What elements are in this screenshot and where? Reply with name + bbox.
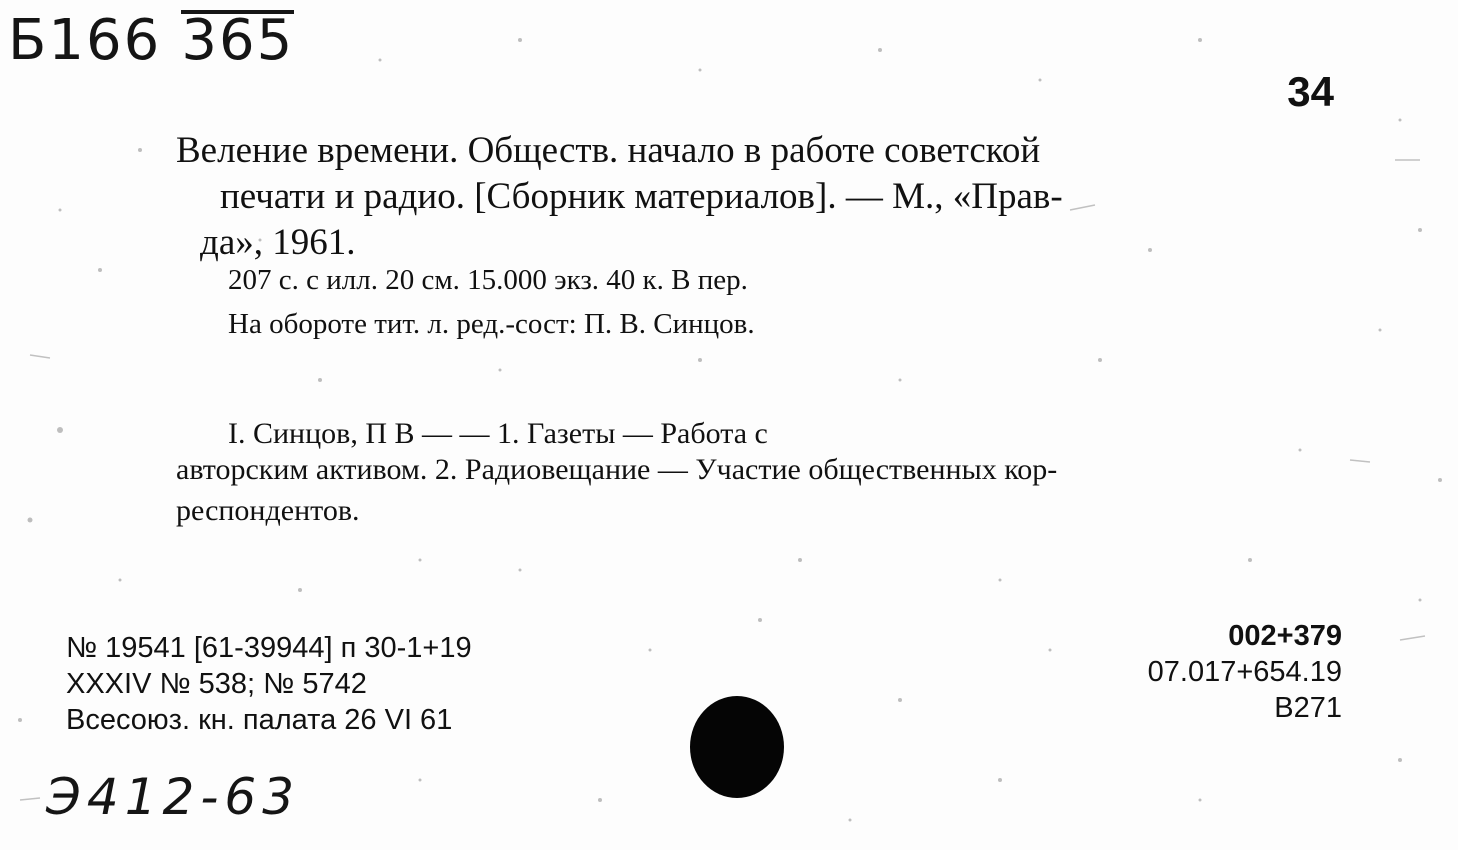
title-line-2: печати и радио. [Сборник материалов]. — М., «Прав- <box>220 176 1063 217</box>
shelfmark-code: Б166 <box>8 8 162 73</box>
punch-hole <box>690 696 784 798</box>
imprint-line-3: Всесоюз. кн. палата 26 VI 61 <box>66 704 453 736</box>
classification-line-3: В271 <box>1274 692 1342 724</box>
classification-line-2: 07.017+654.19 <box>1147 656 1342 688</box>
tracing-line-3: респондентов. <box>176 494 360 527</box>
imprint-line-2: XXXIV № 538; № 5742 <box>66 668 367 700</box>
title-line-3: да», 1961. <box>200 222 356 263</box>
handwritten-bottom-code: Э412-63 <box>46 768 301 826</box>
physical-description: 207 с. с илл. 20 см. 15.000 экз. 40 к. В пер. <box>228 264 748 296</box>
tracing-line-2: авторским активом. 2. Радиовещание — Участие общественных кор- <box>176 453 1058 486</box>
shelfmark-number: 365 <box>181 8 295 73</box>
handwritten-shelfmark <box>8 10 294 72</box>
classification-line-1: 002+379 <box>1228 620 1342 652</box>
imprint-line-1: № 19541 [61-39944] п 30-1+19 <box>66 632 472 664</box>
card-number: 34 <box>1287 68 1334 115</box>
tracing-line-1: I. Синцов, П В — — 1. Газеты — Работа с <box>228 417 768 450</box>
title-line-1: Веление времени. Обществ. начало в работе советской <box>176 130 1041 171</box>
verso-note: На обороте тит. л. ред.-сост: П. В. Синцов. <box>228 308 755 340</box>
